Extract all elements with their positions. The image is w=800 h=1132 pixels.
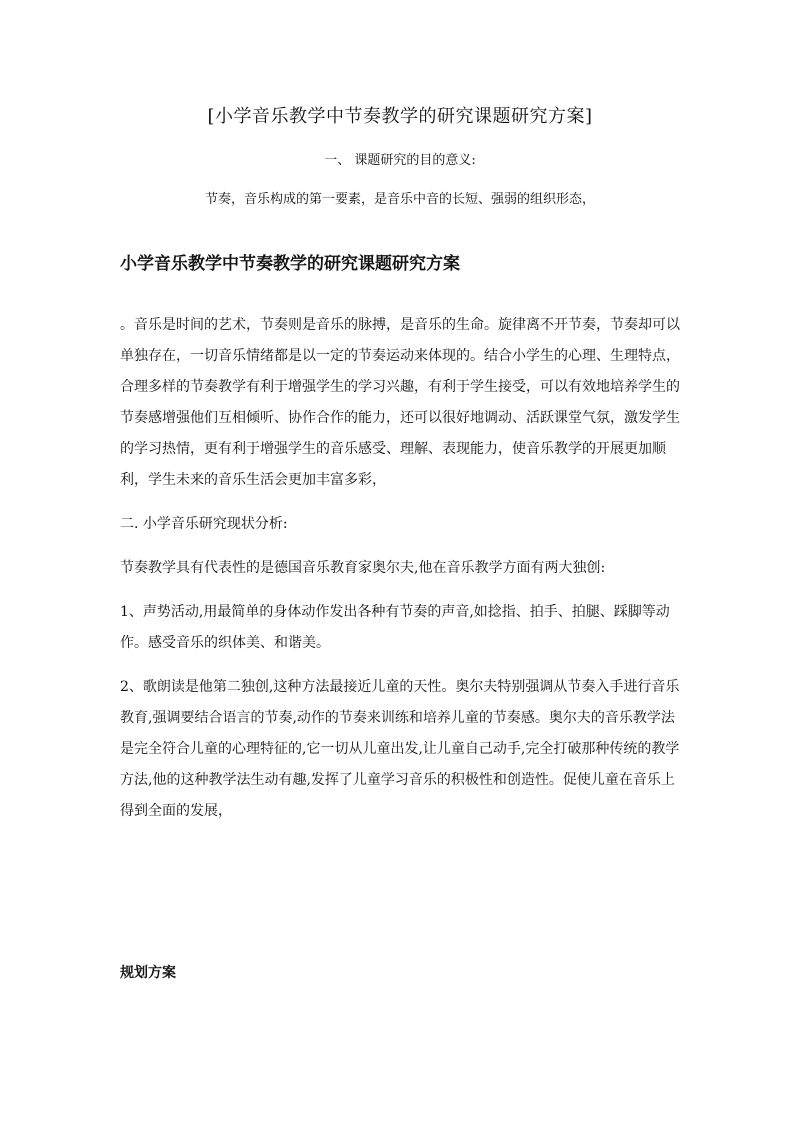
purpose-heading: 一、 课题研究的目的意义: — [324, 153, 476, 168]
document-title: [小学音乐教学中节奏教学的研究课题研究方案] — [207, 106, 593, 127]
purpose-intro-line: 节奏，音乐构成的第一要素，是音乐中音的长短、强弱的组织形态， — [204, 192, 595, 207]
paragraph-rhythm-importance: 。音乐是时间的艺术，节奏则是音乐的脉搏，是音乐的生命。旋律离不开节奏，节奏却可以单独存在，一切音乐情绪都是以一定的节奏运动来体现的。结合小学生的心理、生理特点，合理多样的节奏教学有利于增强学生的学习兴趣，有利于学生接受，可以有效地培养学生的节奏感增强他们互相倾听、协作合作的能力，还可以很好地调动、活跃课堂气氛，激发学生的学习热情，更有利于增强学生的音乐感受、理解、表现能力，使音乐教学的开展更加顺利，学生未来的音乐生活会更加丰富多彩， — [120, 317, 680, 488]
body-text — [120, 310, 685, 840]
paragraph-body-percussion: 1、声势活动,用最简单的身体动作发出各种有节奏的声音,如捻指、拍手、拍腿、踩脚等动作。感受音乐的织体美、和谐美。 — [120, 604, 670, 651]
paragraph-status-heading: 二. 小学音乐研究现状分析: — [120, 516, 288, 532]
plan-heading: 规划方案 — [120, 965, 176, 981]
section-heading: 小学音乐教学中节奏教学的研究课题研究方案 — [120, 254, 460, 274]
paragraph-orff-intro: 节奏教学具有代表性的是德国音乐教育家奥尔夫,他在音乐教学方面有两大独创: — [120, 560, 606, 576]
paragraph-speech-rhythm: 2、歌朗读是他第二独创,这种方法最接近儿童的天性。奥尔夫特别强调从节奏入手进行音乐教育,强调要结合语言的节奏,动作的节奏来训练和培养儿童的节奏感。奥尔夫的音乐教学法是完全符合儿童的心理特征的,它一切从儿童出发,让儿童自己动手,完全打破那种传统的教学方法,他的这种教学法生动有趣,发挥了儿童学习音乐的积极性和创造性。促使儿童在音乐上得到全面的发展， — [120, 679, 680, 819]
